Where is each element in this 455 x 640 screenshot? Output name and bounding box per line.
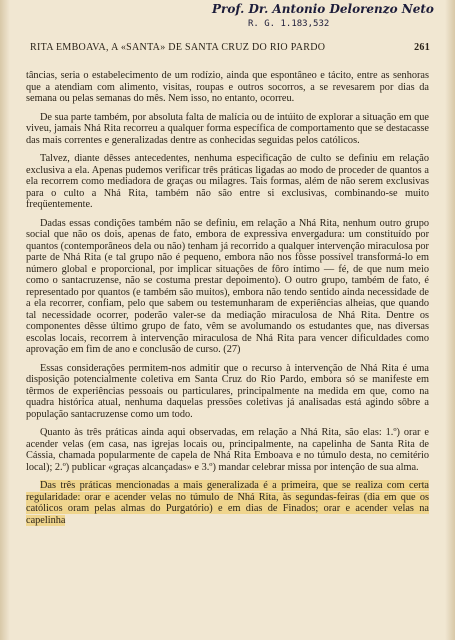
ownership-stamp — [0, 0, 455, 40]
page-edge-shadow-left — [0, 0, 10, 640]
paragraph: tâncias, seria o estabelecimento de um rodízio, ainda que espontâneo e tácito, entre as senhoras que a atendiam com alimento, visitas, roupas e outros socorros, a se revesarem por dias da semana ou pelas semanas do mês. Nem isso, no entanto, ocorreu. — [26, 70, 429, 104]
stamp-owner-name: Prof. Dr. Antonio Delorenzo Neto — [212, 2, 434, 16]
paragraph: Talvez, diante dêsses antecedentes, nenhuma especificação de culto se definiu em relação exclusiva a ela. Apenas pudemos verificar três práticas ligadas ao modo de proceder de quantos a ela recorrem como mediadora de graças ou milagres. Tais formas, além de não serem exclusivas para o culto a Nhá Rita, também não são entre si exclusivas, combinando-se muito freqüentemente. — [26, 153, 429, 210]
running-title: RITA EMBOAVA, A «SANTA» DE SANTA CRUZ DO RIO PARDO — [30, 42, 326, 53]
paragraph-highlighted — [26, 480, 429, 526]
paragraph: Quanto às três práticas ainda aqui observadas, em relação a Nhá Rita, são elas: 1.º) orar e acender velas (em casa, nas igrejas locais ou, principalmente, na capelinha de Santa Rita de Cássia, chamada popularmente de capela de Nhá Rita Emboava e no túmulo desta, no cemitério local); 2.º) publicar «graças alcançadas» e 3.º) mandar celebrar missa por intenção de sua alma. — [26, 427, 429, 473]
running-header — [30, 42, 430, 58]
stamp-registration: R. G. 1.183,532 — [248, 19, 330, 29]
body-text — [26, 70, 429, 636]
page-number: 261 — [414, 42, 430, 53]
page-edge-shadow-right — [445, 0, 455, 640]
paragraph: Dadas essas condições também não se definiu, em relação a Nhá Rita, nenhum outro grupo social que não os dois, apenas de fato, embora de expressiva envergadura: um constituído por quantos (contemporâneos dela ou não) tenham já recorrido a qualquer intervenção miraculosa por parte de Nhá Rita (e tal grupo não é pequeno, embora não nos fôsse possível transformá-lo em número global e proporcional, por implicar situações de fôro íntimo — fé, de que num meio como o santacruzense, não se costuma prestar depoimento). O outro grupo, também de fato, é representado por quantos (e também são muitos), embora não tendo sentido ainda necessidade de a ela recorrer, confiam, pelo que sabem ou testemunharam de experiências alheias, que quando tal necessidade ocorrer, poderão valer-se da mediação miraculosa de Nhá Rita. Dentre os componentes dêsse último grupo de fato, vêm se avolumando os estudantes que, nas diversas escolas locais, recorrem à intervenção miraculosa de Nhá Rita para vencer dificuldades como aprovação em fim de ano e conclusão de curso. (27) — [26, 217, 429, 355]
paragraph: De sua parte também, por absoluta falta de malícia ou de intúito de explorar a situação em que viveu, jamais Nhá Rita recorreu a qualquer forma específica de comportamento que se destacasse das mais correntes e generalizadas dentre as conhecidas seguidas pelos católicos. — [26, 111, 429, 146]
highlighted-text: Das três práticas mencionadas a mais generalizada é a primeira, que se realiza com certa regularidade: orar e acender velas no túmulo de Nhá Rita, às segundas-feiras (dia em que os católicos oram pelas almas do Purgatório) e em dias de Finados; orar e acender velas na capelinha — [26, 480, 429, 526]
paragraph: Essas considerações permitem-nos admitir que o recurso à intervenção de Nhá Rita é uma disposição potencialmente coletiva em Santa Cruz do Rio Pardo, embora só se manifeste em têrmos de experiências pessoais ou particulares, principalmente na medida em que, como na quadra histórica atual, nenhuma daquelas pressões coletivas já analisadas está agindo sôbre a população santacruzense como um todo. — [26, 362, 429, 420]
